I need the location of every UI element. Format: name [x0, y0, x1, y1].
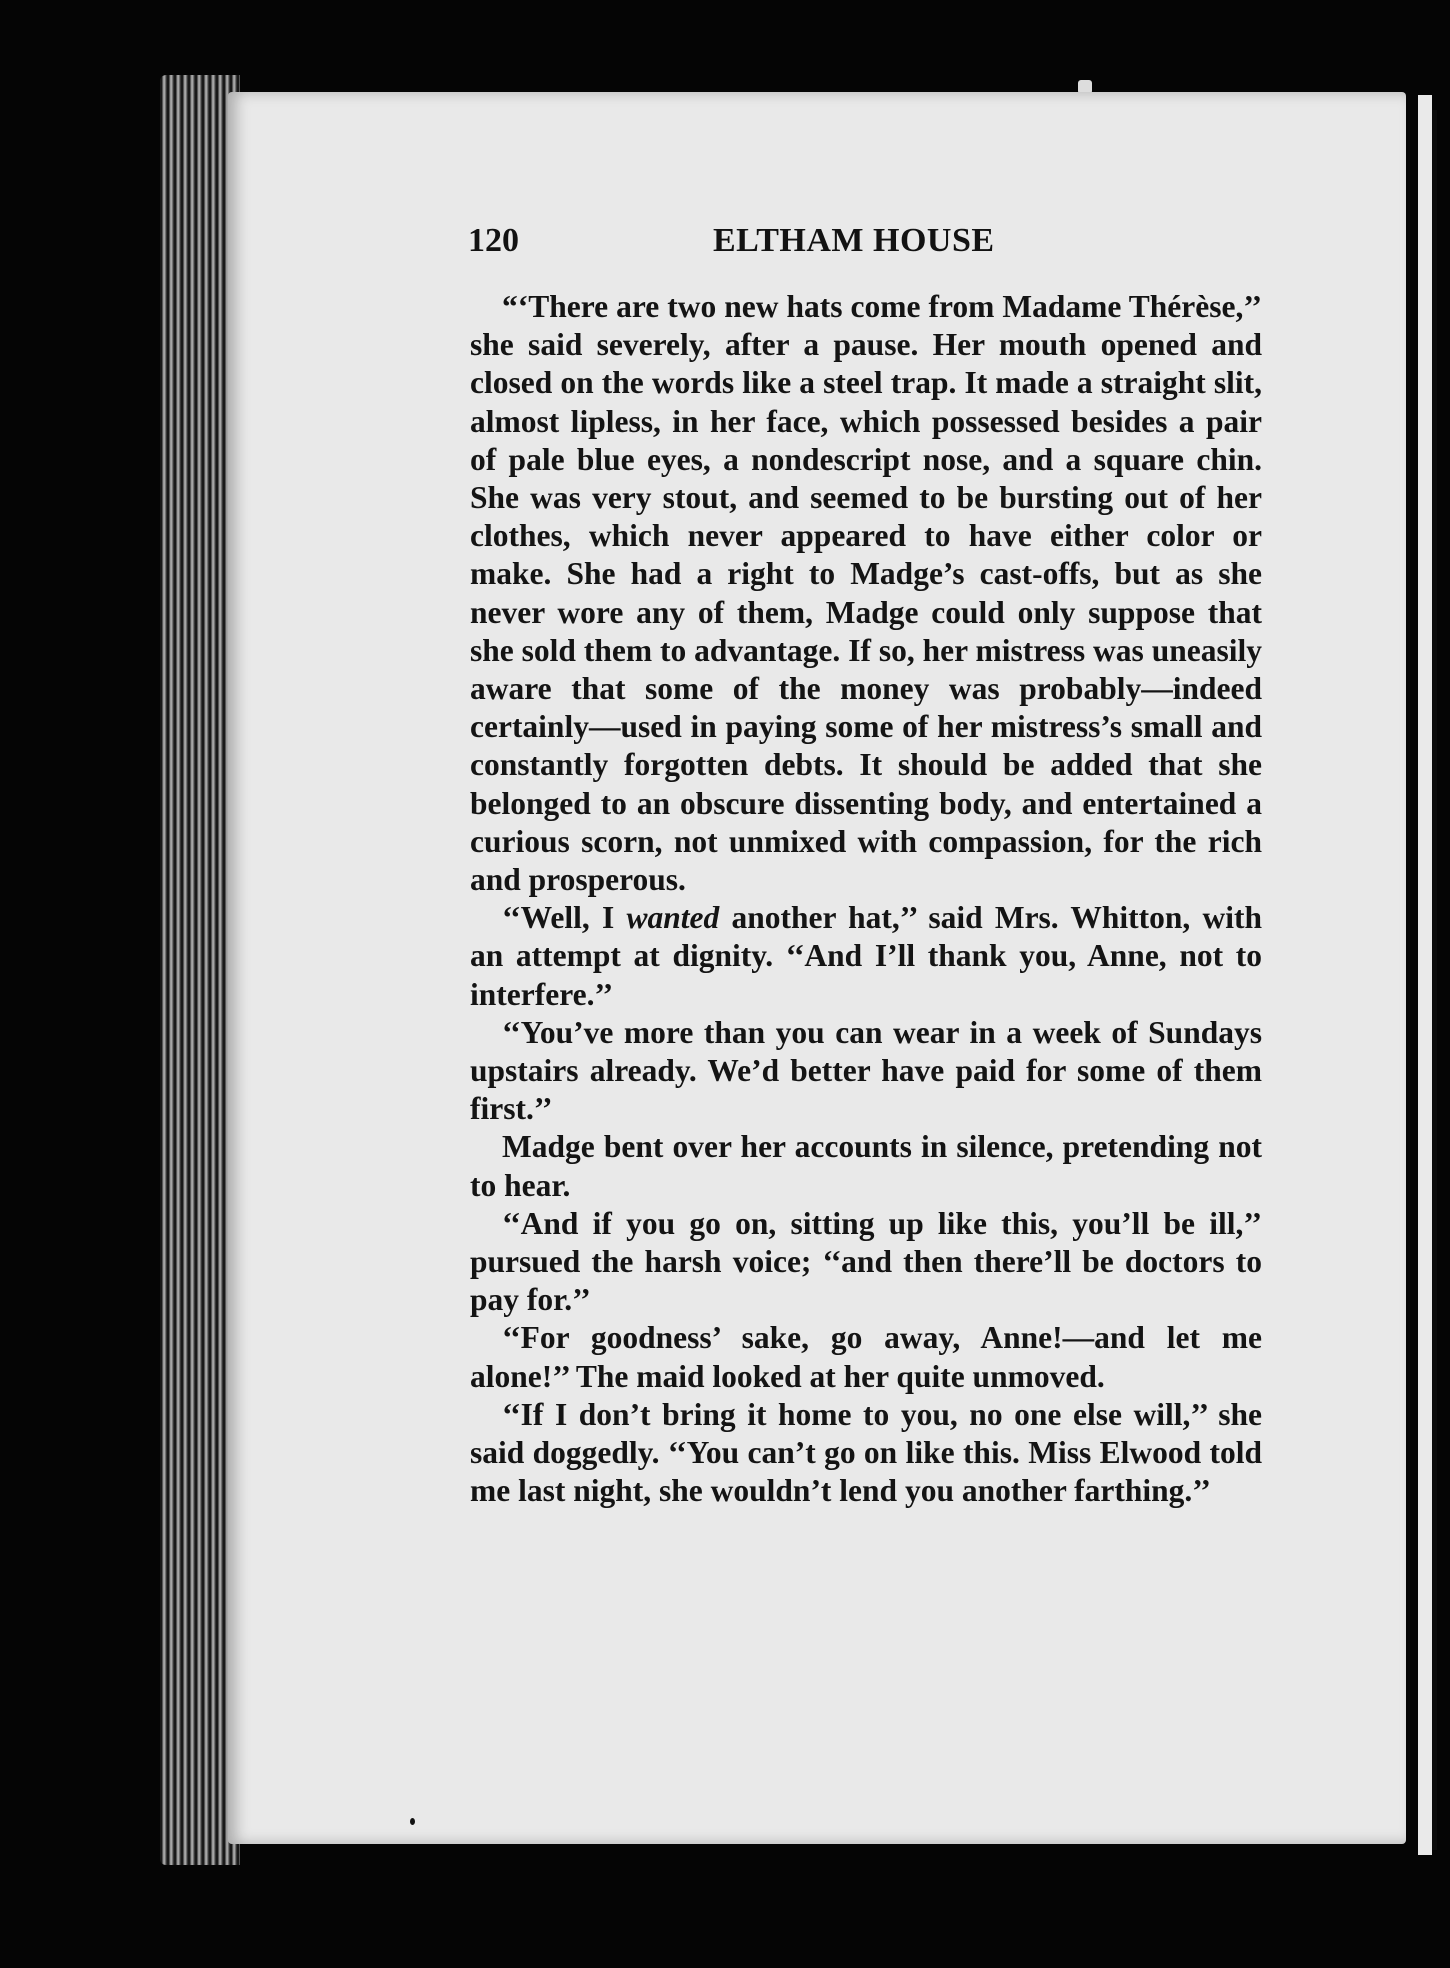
facing-page-edge	[1418, 95, 1432, 1855]
running-head: ELTHAM HOUSE	[713, 222, 995, 259]
paragraph-text: ‘‘Well, I	[502, 900, 627, 936]
page-number: 120	[468, 222, 519, 259]
paragraph	[470, 899, 1262, 1014]
facing-page-shadow	[1432, 110, 1437, 1850]
paragraph: ‘‘For goodness’ sake, go away, Anne!—and let me alone!’’ The maid looked at her quite unmoved.	[470, 1320, 1262, 1394]
paragraph: ‘‘You’ve more than you can wear in a week of Sundays upstairs already. We’d better have paid for some of them first.’’	[470, 1014, 1262, 1127]
paragraph: Madge bent over her accounts in silence, pretending not to hear.	[470, 1129, 1262, 1203]
paragraph-text: another hat,’’ said Mrs. Whitton, with an attempt at dignity. ‘‘And I’ll thank you, Anne, not to interfere.’’	[470, 900, 1262, 1012]
page-header	[468, 222, 1268, 272]
paragraph: “‘There are two new hats come from Madame Thérèse,’’ she said severely, after a pause. Her mouth opened and closed on the words like a steel trap. It made a straight slit, almost lipless, in her face, which possessed besides a pair of pale blue eyes, a nondescript nose, and a square chin. She was very stout, and seemed to be bursting out of her clothes, which never appeared to have either color or make. She had a right to Madge’s cast-offs, but as she never wore any of them, Madge could only suppose that she sold them to advantage. If so, her mistress was uneasily aware that some of the money was probably—indeed certainly—used in paying some of her mistress’s small and constantly forgotten debts. It should be added that she belonged to an obscure dissenting body, and entertained a curious scorn, not unmixed with compassion, for the rich and prosperous.	[470, 289, 1262, 898]
emphasis-text: wanted	[626, 900, 720, 936]
body-text	[470, 288, 1262, 1511]
paragraph: ‘‘And if you go on, sitting up like this, you’ll be ill,’’ pursued the harsh voice; ‘‘and then there’ll be doctors to pay for.’’	[470, 1205, 1262, 1318]
ink-speck	[410, 1818, 415, 1825]
paragraph: ‘‘If I don’t bring it home to you, no one else will,’’ she said doggedly. ‘‘You can’t go on like this. Miss Elwood told me last night, she wouldn’t lend you another farthing.’’	[470, 1396, 1262, 1509]
